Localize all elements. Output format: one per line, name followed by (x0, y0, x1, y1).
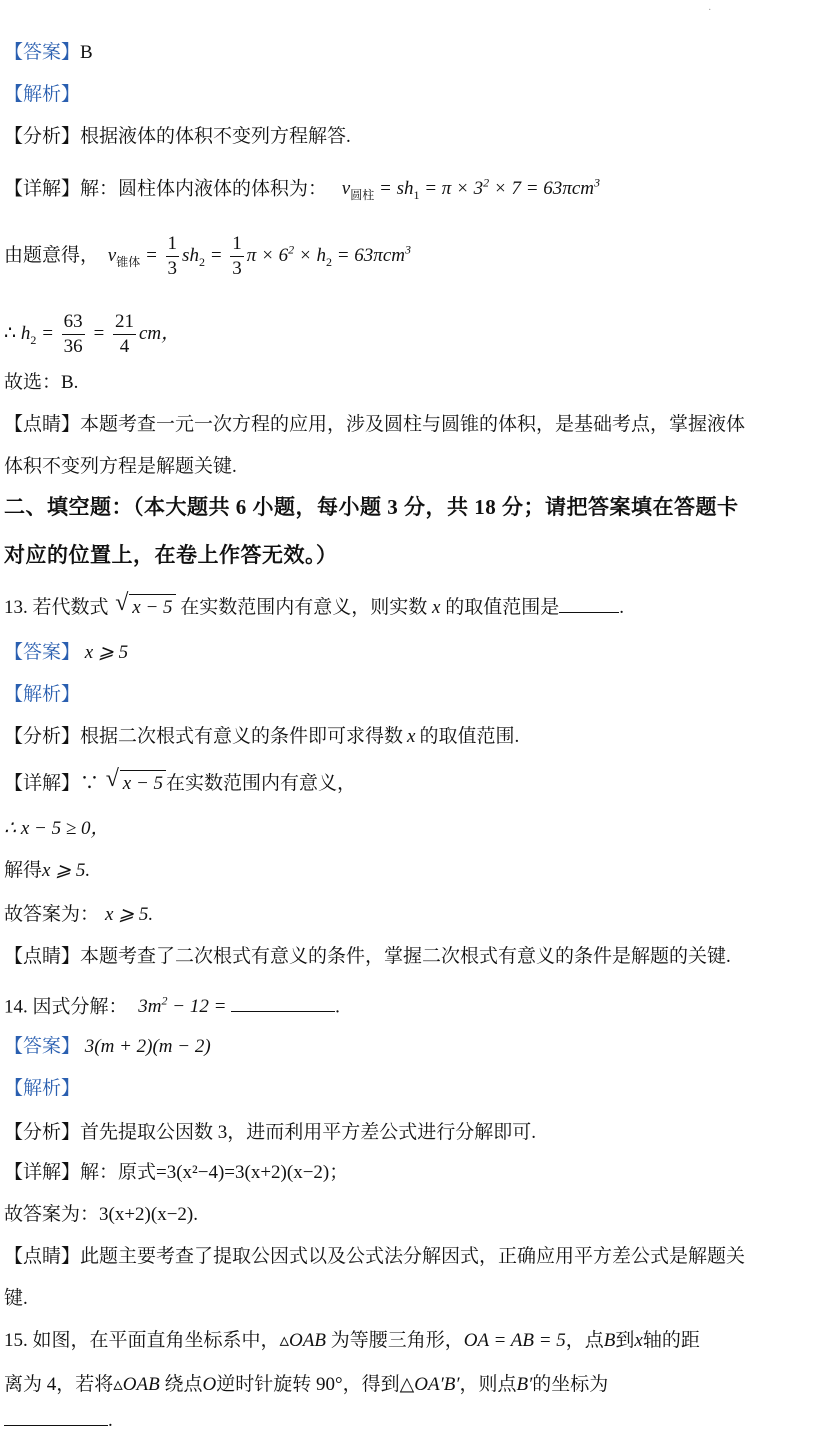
formula-v2: $v_{锥体}$ = $\frac{1}{3}$ $sh_2$ = $\frac{1}{3}$ $\pi \times 6^2 \times h_2 = 63\pi cm^3$ (107, 233, 411, 279)
q14-expression: $3m^2 - 12$ = (138, 994, 232, 1018)
youti-text: 由题意得， (4, 244, 100, 266)
answer-tag: 【答案】 (4, 642, 81, 663)
dianjing-tag: 【点睛】 (4, 414, 81, 435)
answer-value: B (80, 42, 93, 63)
q13-analysis-line (4, 682, 827, 708)
analysis-tag-line (4, 82, 827, 108)
fenxi-tag: 【分析】 (4, 126, 81, 147)
q14-xiangjie: 【详解】解：原式=3(x²−4)=3(x+2)(x−2)； (4, 1162, 349, 1183)
analysis-tag: 【解析】 (4, 84, 81, 105)
sqrt-expression: √ x − 5 (115, 594, 175, 621)
therefore-symbol: ∴ (4, 322, 17, 344)
xiangjie-text: 解：圆柱体内液体的体积为： (80, 178, 328, 200)
dianjing-text-1: 本题考查一元一次方程的应用，涉及圆柱与圆锥的体积，是基础考点，掌握液体 (80, 414, 746, 435)
q13-stem: 13. 若代数式 √ x − 5 在实数范围内有意义，则实数 x 的取值范围是 . (4, 594, 827, 621)
h2-line (4, 310, 827, 359)
fenxi-line (4, 124, 827, 150)
section-heading-2: 对应的位置上，在卷上作答无效。） (4, 543, 338, 567)
xiangjie-tag: 【详解】 (4, 178, 81, 200)
dianjing-line-1 (4, 412, 827, 438)
q13-xiangjie-line: 【详解】∵ √ x − 5 在实数范围内有意义， (4, 770, 827, 797)
q13-stem-suffix: 在实数范围内有意义，则实数 (180, 597, 428, 618)
q13-dianjing: 【点睛】本题考查了二次根式有意义的条件，掌握二次根式有意义的条件是解题的关键. (4, 946, 731, 967)
q14-dianjing-1: 【点睛】此题主要考查了提取公因式以及公式法分解因式，正确应用平方差公式是解题关 (4, 1246, 746, 1267)
youti-line (4, 232, 827, 281)
q13-fenxi-line: 【分析】根据二次根式有意义的条件即可求得数 x 的取值范围. (4, 726, 520, 747)
q13-gudaan: 故答案为： x ⩾ 5. (4, 904, 154, 925)
dianjing-text-2: 体积不变列方程是解题关键. (4, 456, 237, 477)
q14-fenxi: 【分析】首先提取公因数 3，进而利用平方差公式进行分解即可. (4, 1122, 537, 1143)
q15-stem-2: 离为 4，若将▵OAB 绕点O逆时针旋转 90°，得到△OA′B′，则点B′的坐标为 (4, 1374, 609, 1395)
q13-stem-end: 的取值范围是 (445, 597, 560, 618)
answer-line (4, 40, 827, 66)
q14-dianjing-2: 键. (4, 1288, 28, 1309)
analysis-tag: 【解析】 (4, 1078, 81, 1099)
answer-tag: 【答案】 (4, 1036, 81, 1057)
analysis-tag: 【解析】 (4, 684, 81, 705)
q13-var-x: x (432, 597, 441, 618)
q13-stem-prefix: 13. 若代数式 (4, 597, 109, 618)
q14-analysis-line (4, 1076, 827, 1102)
formula-h2: $h_2$ = $\frac{63}{36}$ = $\frac{21}{4}$ cm， (20, 311, 181, 357)
formula-v1: $v_{圆柱} = sh_1 = \pi \times 3^2 \times 7 = 63\pi cm^3$ (341, 176, 600, 203)
answer-value: 3(m + 2)(m − 2) (84, 1036, 211, 1057)
guxuan-line (4, 370, 827, 396)
fenxi-text: 根据液体的体积不变列方程解答. (80, 126, 351, 147)
q13-step1: ∴ x − 5 ≥ 0， (4, 818, 110, 839)
q14-gudaan: 故答案为：3(x+2)(x−2). (4, 1204, 198, 1225)
oa-eq-ab: OA = AB = 5 (463, 1330, 566, 1351)
answer-value: x ⩾ 5 (84, 642, 129, 663)
answer-blank (4, 1425, 108, 1426)
sqrt-expression: √ x − 5 (106, 770, 166, 797)
answer-blank (559, 612, 619, 613)
q15-blank-line: . (4, 1408, 827, 1434)
q13-step2: 解得x ⩾ 5. (4, 860, 91, 881)
triangle-oab: ▵OAB (279, 1330, 326, 1351)
corner-mark: . (708, 2, 711, 13)
q15-stem-1: 15. 如图，在平面直角坐标系中，▵OAB 为等腰三角形，OA = AB = 5，点B到x轴的距 (4, 1330, 700, 1351)
section-heading-1: 二、填空题：（本大题共 6 小题，每小题 3 分，共 18 分；请把答案填在答题卡 (4, 495, 739, 519)
q14-stem: 14. 因式分解： $3m^2 - 12$ = . (4, 994, 340, 1018)
xiangjie-line (4, 170, 827, 208)
because-symbol: ∵ (80, 773, 100, 794)
q13-answer-line (4, 640, 827, 666)
q14-answer-line (4, 1034, 827, 1060)
dianjing-line-2 (4, 454, 827, 480)
answer-blank (231, 1011, 335, 1012)
guxuan-text: 故选：B. (4, 372, 79, 393)
answer-tag: 【答案】 (4, 42, 81, 63)
